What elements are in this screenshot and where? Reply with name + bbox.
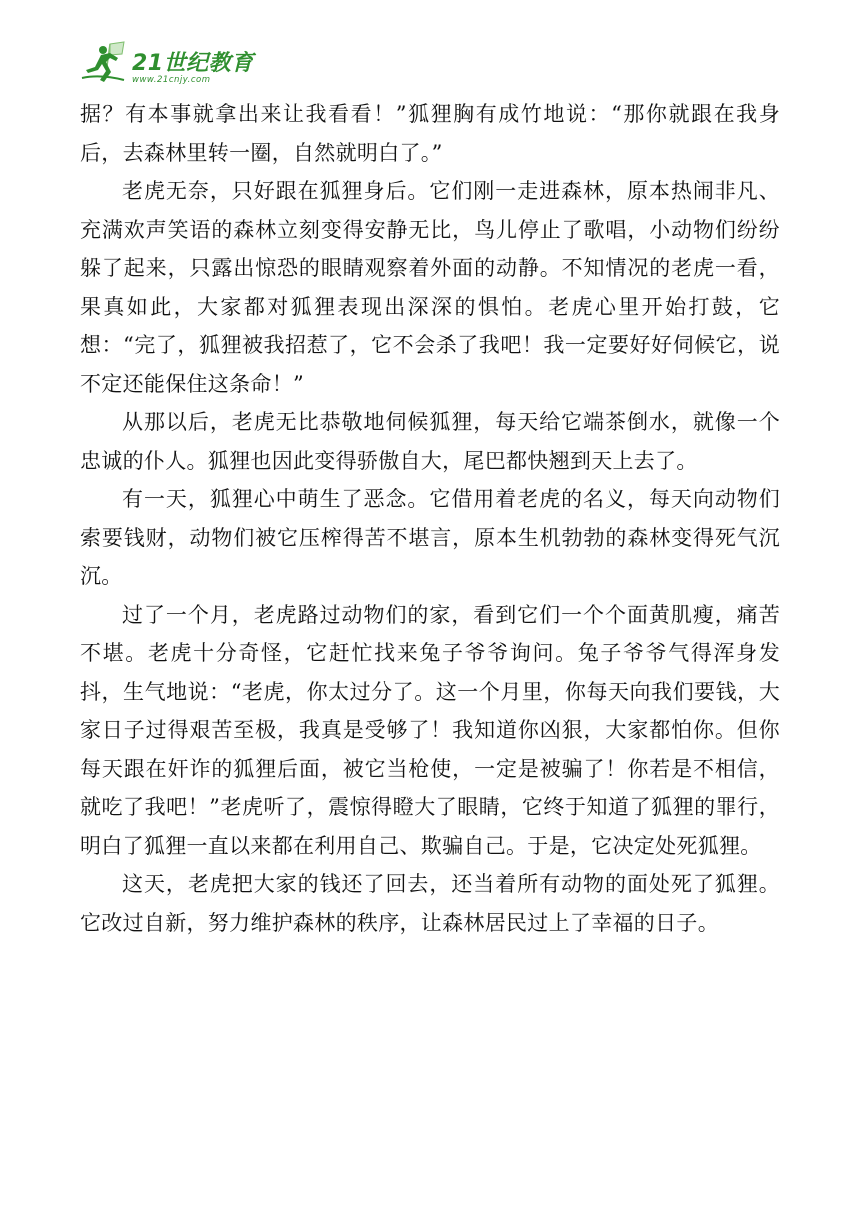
paragraph: 据？有本事就拿出来让我看看！”狐狸胸有成竹地说：“那你就跟在我身后，去森林里转一圈，自然就明白了。”: [80, 102, 780, 165]
running-person-with-flag-icon: [80, 40, 128, 84]
paragraph: 过了一个月，老虎路过动物们的家，看到它们一个个面黄肌瘦，痛苦不堪。老虎十分奇怪，它赶忙找来兔子爷爷询问。兔子爷爷气得浑身发抖，生气地说：“老虎，你太过分了。这一个月里，你每天向我们要钱，大家日子过得艰苦至极，我真是受够了！我知道你凶狠，大家都怕你。但你每天跟在奸诈的狐狸后面，被它当枪使，一定是被骗了！你若是不相信，就吃了我吧！”老虎听了，震惊得瞪大了眼睛，它终于知道了狐狸的罪行，明白了狐狸一直以来都在利用自己、欺骗自己。于是，它决定处死狐狸。: [80, 602, 780, 858]
paragraph: 有一天，狐狸心中萌生了恶念。它借用着老虎的名义，每天向动物们索要钱财，动物们被它压榨得苦不堪言，原本生机勃勃的森林变得死气沉沉。: [80, 487, 780, 588]
paragraph: 这天，老虎把大家的钱还了回去，还当着所有动物的面处死了狐狸。它改过自新，努力维护森林的秩序，让森林居民过上了幸福的日子。: [80, 872, 780, 935]
page-header: [80, 38, 254, 84]
site-logo[interactable]: [80, 40, 254, 84]
document-body: [80, 95, 780, 942]
paragraph: 从那以后，老虎无比恭敬地伺候狐狸，每天给它端茶倒水，就像一个忠诚的仆人。狐狸也因此变得骄傲自大，尾巴都快翘到天上去了。: [80, 410, 780, 473]
logo-url: www.21cnjy.com: [132, 74, 211, 85]
paragraph: 老虎无奈，只好跟在狐狸身后。它们刚一走进森林，原本热闹非凡、充满欢声笑语的森林立刻变得安静无比，鸟儿停止了歌唱，小动物们纷纷躲了起来，只露出惊恐的眼睛观察着外面的动静。不知情况的老虎一看，果真如此，大家都对狐狸表现出深深的惧怕。老虎心里开始打鼓，它想：“完了，狐狸被我招惹了，它不会杀了我吧！我一定要好好伺候它，说不定还能保住这条命！”: [80, 179, 780, 396]
logo-title: 21世纪教育: [132, 50, 254, 76]
